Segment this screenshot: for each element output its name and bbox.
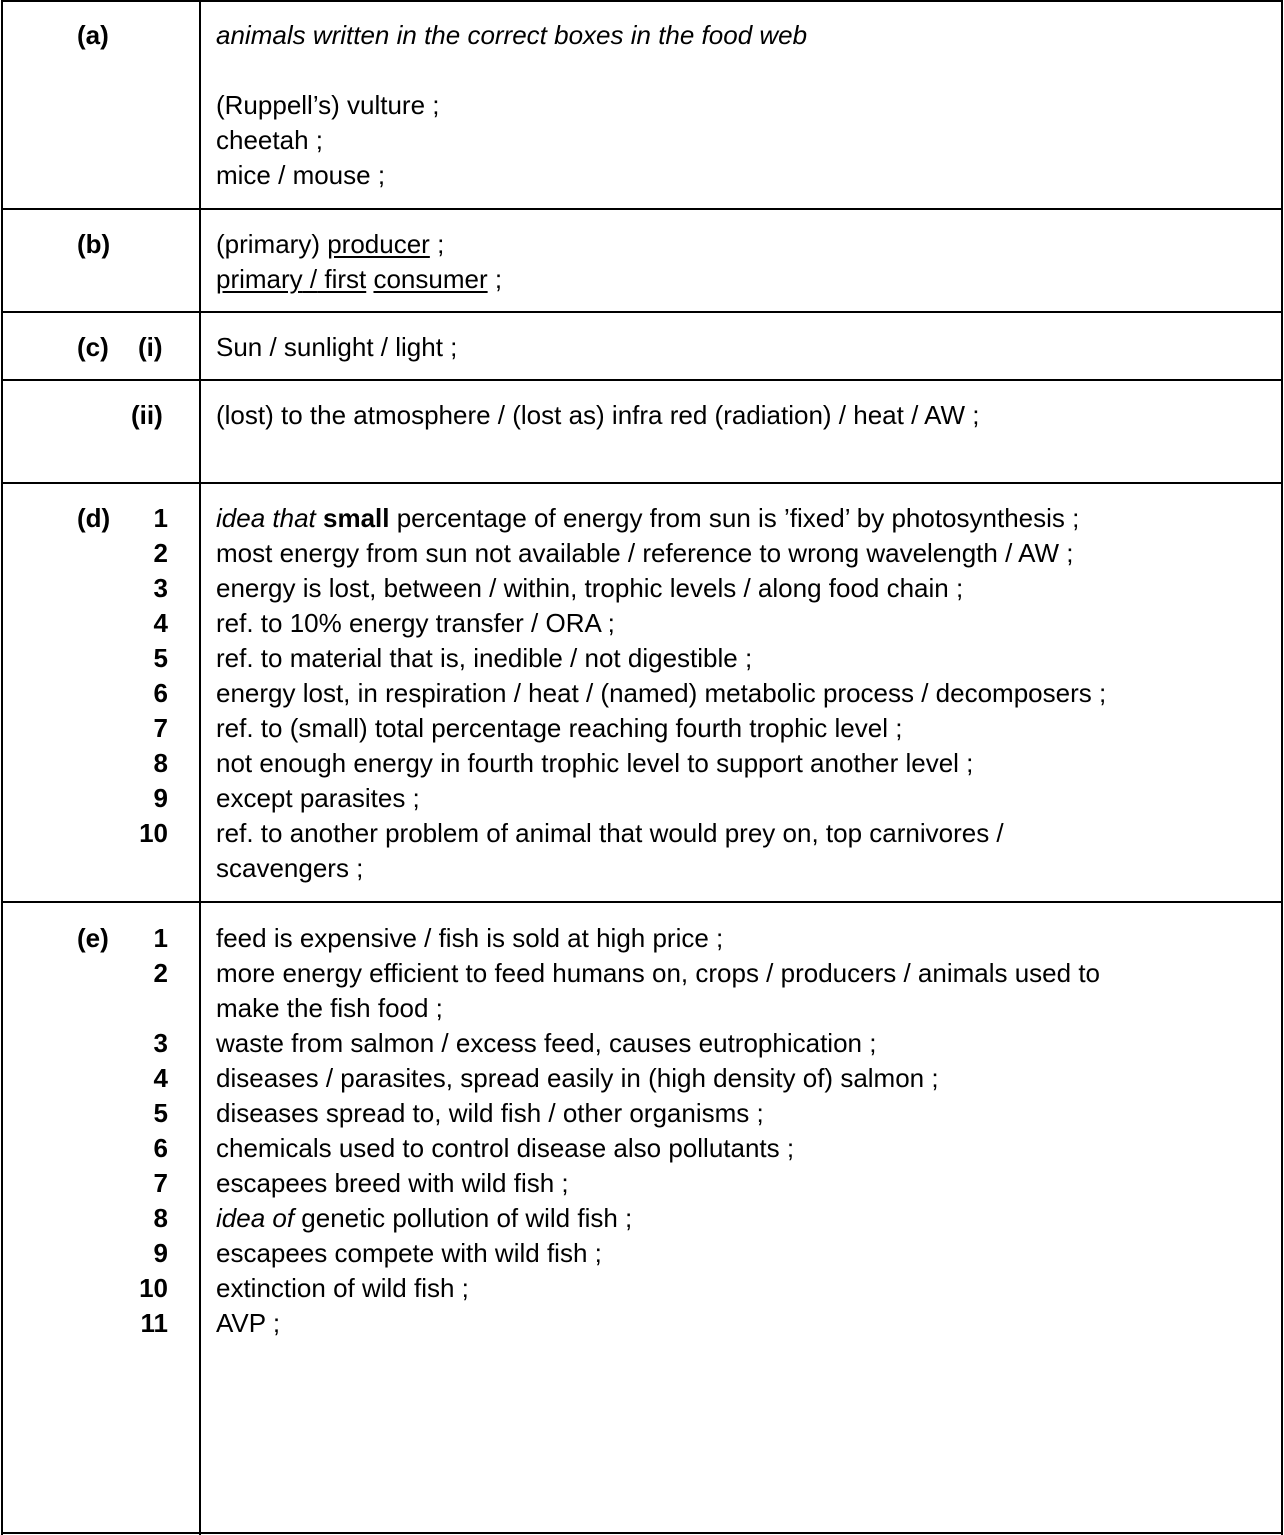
row-e-answer: diseases spread to, wild fish / other organisms ;	[216, 1098, 764, 1128]
row-d-answer: scavengers ;	[216, 853, 364, 883]
row-e-answer: AVP ;	[216, 1308, 281, 1338]
point-number: 2	[153, 958, 168, 988]
row-d-point-numbers	[128, 501, 168, 851]
row-e-answer: waste from salmon / excess feed, causes eutrophication ;	[216, 1028, 877, 1058]
point-number: 4	[153, 608, 168, 638]
row-d-answer: except parasites ;	[216, 783, 420, 813]
point-number: 2	[153, 538, 168, 568]
row-d-answer: most energy from sun not available / reference to wrong wavelength / AW ;	[216, 538, 1074, 568]
row-divider-d-e	[1, 901, 1283, 903]
row-e-answer: make the fish food ;	[216, 993, 443, 1023]
row-d-answer: ref. to material that is, inedible / not digestible ;	[216, 643, 753, 673]
row-a-answers	[216, 18, 1284, 193]
row-b-label: (b)	[77, 229, 111, 259]
row-a-answer-2: cheetah ;	[216, 125, 323, 155]
row-e-point-numbers	[128, 921, 168, 1341]
point-number: 9	[153, 1238, 168, 1268]
row-d-answer: ref. to another problem of animal that would prey on, top carnivores /	[216, 818, 1004, 848]
row-a-label: (a)	[77, 20, 109, 50]
point-number: 1	[153, 503, 168, 533]
row-c-label: (c)	[77, 332, 109, 362]
row-d-answer: not enough energy in fourth trophic level to support another level ;	[216, 748, 974, 778]
row-e-answers	[216, 921, 1284, 1341]
point-number: 6	[153, 1133, 168, 1163]
table-border-top	[1, 0, 1283, 2]
row-c-ii-answers	[216, 398, 1284, 433]
point-number: 3	[153, 573, 168, 603]
point-number: 7	[153, 713, 168, 743]
row-b-answer-2: primary / first consumer ;	[216, 264, 503, 294]
row-divider-a-b	[1, 208, 1283, 210]
point-number: 5	[153, 1098, 168, 1128]
row-d-answer: ref. to (small) total percentage reaching fourth trophic level ;	[216, 713, 903, 743]
point-number: 6	[153, 678, 168, 708]
row-d-answer: energy is lost, between / within, trophic levels / along food chain ;	[216, 573, 964, 603]
row-c-i-answers	[216, 330, 1284, 365]
point-number: 7	[153, 1168, 168, 1198]
row-c-ii-sublabel: (ii)	[131, 400, 163, 430]
row-d-answer: energy lost, in respiration / heat / (named) metabolic process / decomposers ;	[216, 678, 1107, 708]
point-number: 9	[153, 783, 168, 813]
table-border-bottom	[1, 1532, 1283, 1534]
row-a-answer-1: (Ruppell’s) vulture ;	[216, 90, 440, 120]
row-e-label: (e)	[77, 923, 109, 953]
point-number: 4	[153, 1063, 168, 1093]
row-e-answer: escapees breed with wild fish ;	[216, 1168, 569, 1198]
row-d-answer: ref. to 10% energy transfer / ORA ;	[216, 608, 615, 638]
row-d-label: (d)	[77, 503, 111, 533]
point-number: 8	[153, 748, 168, 778]
row-d-answer-1: idea that small percentage of energy from sun is ’fixed’ by photosynthesis ;	[216, 503, 1080, 533]
point-number: 8	[153, 1203, 168, 1233]
row-b-answer-1: (primary) producer ;	[216, 229, 445, 259]
row-divider-ci-cii	[1, 379, 1283, 381]
point-number: 10	[139, 1273, 168, 1303]
row-b-answers	[216, 227, 1284, 297]
point-number: 10	[139, 818, 168, 848]
row-a-answer-3: mice / mouse ;	[216, 160, 386, 190]
row-e-answer: escapees compete with wild fish ;	[216, 1238, 602, 1268]
row-e-answer-8: idea of genetic pollution of wild fish ;	[216, 1203, 633, 1233]
point-number: 5	[153, 643, 168, 673]
table-border-left	[1, 0, 3, 1535]
row-e-answer: more energy efficient to feed humans on, crops / producers / animals used to	[216, 958, 1100, 988]
point-number	[128, 991, 168, 1026]
row-d-answers	[216, 501, 1284, 886]
table-divider-vertical	[199, 0, 201, 1535]
row-divider-cii-d	[1, 482, 1283, 484]
row-e-answer: extinction of wild fish ;	[216, 1273, 469, 1303]
row-c-i-sublabel: (i)	[138, 332, 163, 362]
point-number: 3	[153, 1028, 168, 1058]
point-number: 11	[140, 1308, 168, 1338]
row-e-answer: feed is expensive / fish is sold at high price ;	[216, 923, 724, 953]
row-e-answer: diseases / parasites, spread easily in (high density of) salmon ;	[216, 1063, 939, 1093]
row-a-heading: animals written in the correct boxes in the food web	[216, 20, 808, 50]
point-number: 1	[153, 923, 168, 953]
row-c-i-answer: Sun / sunlight / light ;	[216, 332, 458, 362]
row-divider-b-c	[1, 311, 1283, 313]
row-e-answer: chemicals used to control disease also pollutants ;	[216, 1133, 795, 1163]
row-c-ii-answer: (lost) to the atmosphere / (lost as) infra red (radiation) / heat / AW ;	[216, 400, 980, 430]
